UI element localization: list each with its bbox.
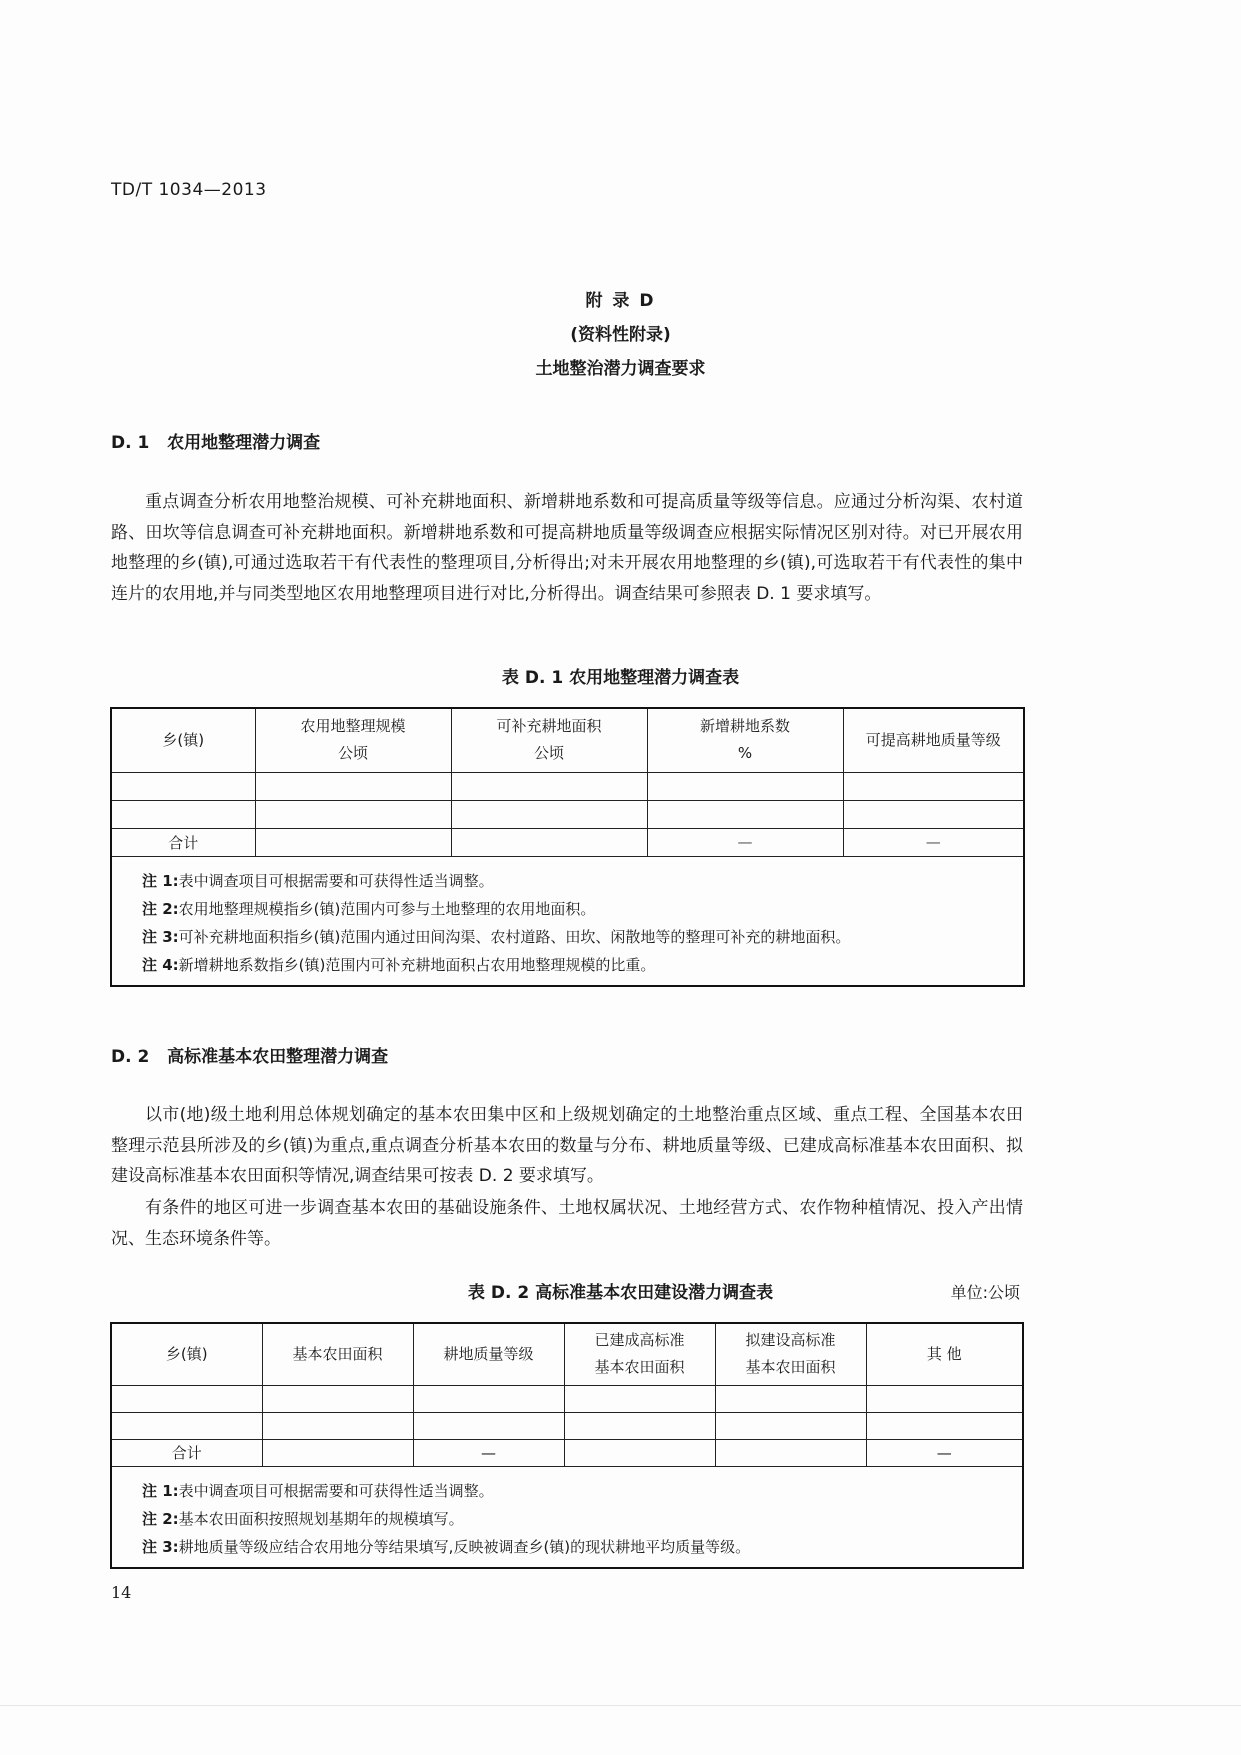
standard-code: TD/T 1034—2013 <box>111 180 267 200</box>
table-d2-header-cell: 已建成高标准 基本农田面积 <box>564 1323 715 1385</box>
table-d2-header-cell: 其 他 <box>866 1323 1023 1385</box>
table-d1-header-cell: 可补充耕地面积 公顷 <box>451 708 647 772</box>
section-d1-paragraph: 重点调查分析农用地整治规模、可补充耕地面积、新增耕地系数和可提高质量等级等信息。应通过分析沟渠、农村道路、田坎等信息调查可补充耕地面积。新增耕地系数和可提高耕地质量等级调查应根据实际情况区别对待。对已开展农用地整理的乡(镇),可通过选取若干有代表性的整理项目,分析得出;对未开展农用地整理的乡(镇),可选取若干有代表性的集中连片的农用地,并与同类型地区农用地整理项目进行对比,分析得出。调查结果可参照表 D. 1 要求填写。 <box>111 492 1023 604</box>
section-d2-paragraph-1: 以市(地)级土地利用总体规划确定的基本农田集中区和上级规划确定的土地整治重点区域、重点工程、全国基本农田整理示范县所涉及的乡(镇)为重点,重点调查分析基本农田的数量与分布、耕地质量等级、已建成高标准基本农田面积、拟建设高标准基本农田面积等情况,调查结果可按表 D. 2 要求填写。 <box>111 1105 1023 1186</box>
section-d2-title: 高标准基本农田整理潜力调查 <box>167 1047 389 1067</box>
total-label: 合计 <box>111 1439 262 1466</box>
page-number: 14 <box>111 1583 132 1602</box>
table-d2-header-cell: 耕地质量等级 <box>413 1323 564 1385</box>
table-d1-header-cell: 可提高耕地质量等级 <box>843 708 1024 772</box>
table-d1-header-cell: 乡(镇) <box>111 708 255 772</box>
table-d2-caption: 表 D. 2 高标准基本农田建设潜力调查表 <box>467 1283 774 1303</box>
note-item: 注 2:农用地整理规模指乡(镇)范围内可参与土地整理的农用地面积。 <box>142 899 596 918</box>
note-item: 注 4:新增耕地系数指乡(镇)范围内可补充耕地面积占农用地整理规模的比重。 <box>142 955 656 974</box>
table-d1 <box>110 707 1025 987</box>
appendix-heading: 土地整治潜力调查要求 <box>535 359 706 379</box>
note-item: 注 1:表中调查项目可根据需要和可获得性适当调整。 <box>142 871 494 890</box>
table-d2-header-row <box>111 1323 1023 1385</box>
note-item: 注 2:基本农田面积按照规划基期年的规模填写。 <box>142 1509 464 1528</box>
table-d1-header-row <box>111 708 1024 772</box>
note-item: 注 3:耕地质量等级应结合农用地分等结果填写,反映被调查乡(镇)的现状耕地平均质量等级。 <box>142 1537 751 1556</box>
section-d2-number: D. 2 <box>111 1047 150 1067</box>
section-d1-number: D. 1 <box>111 433 150 453</box>
table-d1-notes-row <box>111 856 1024 986</box>
total-label: 合计 <box>111 828 255 856</box>
section-d1-heading <box>111 428 320 453</box>
note-item: 注 3:可补充耕地面积指乡(镇)范围内通过田间沟渠、农村道路、田坎、闲散地等的整理可补充的耕地面积。 <box>142 927 851 946</box>
table-d1-caption: 表 D. 1 农用地整理潜力调查表 <box>501 668 740 688</box>
table-row <box>111 800 1024 828</box>
table-d2-header-cell: 拟建设高标准 基本农田面积 <box>715 1323 866 1385</box>
table-d2-unit: 单位:公顷 <box>950 1283 1020 1302</box>
table-d2-header-cell: 乡(镇) <box>111 1323 262 1385</box>
note-item: 注 1:表中调查项目可根据需要和可获得性适当调整。 <box>142 1481 494 1500</box>
appendix-subtitle: (资料性附录) <box>570 325 671 345</box>
table-d1-header-cell: 新增耕地系数 % <box>647 708 843 772</box>
table-d1-total-row: 合计 — — <box>111 828 1024 856</box>
table-d1-notes <box>111 856 1024 986</box>
table-row <box>111 772 1024 800</box>
section-d2-heading <box>111 1042 388 1067</box>
table-d2-header-cell: 基本农田面积 <box>262 1323 413 1385</box>
table-row <box>111 1412 1023 1439</box>
section-d2-paragraph-2: 有条件的地区可进一步调查基本农田的基础设施条件、土地权属状况、土地经营方式、农作物种植情况、投入产出情况、生态环境条件等。 <box>111 1198 1023 1249</box>
section-d1-title: 农用地整理潜力调查 <box>167 433 321 453</box>
table-d1-header-cell: 农用地整理规模 公顷 <box>255 708 451 772</box>
table-d2-notes <box>111 1466 1023 1568</box>
appendix-title: 附 录 D <box>585 291 656 311</box>
page-bottom-edge <box>0 1705 1241 1706</box>
table-d2-notes-row <box>111 1466 1023 1568</box>
table-d2 <box>110 1322 1024 1569</box>
table-d2-total-row: 合计 — — <box>111 1439 1023 1466</box>
table-row <box>111 1385 1023 1412</box>
